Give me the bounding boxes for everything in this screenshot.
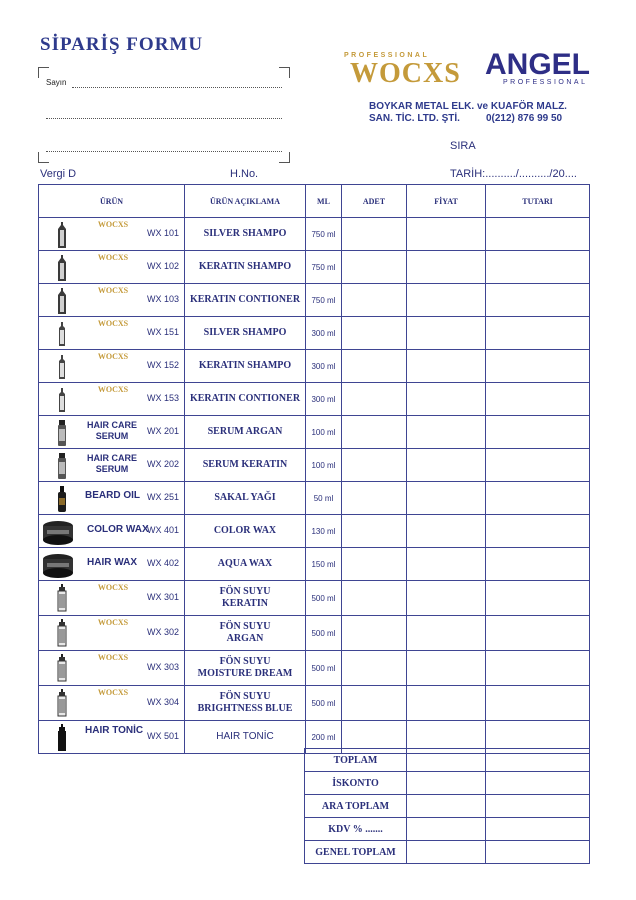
quantity-cell[interactable] <box>342 350 407 383</box>
product-bottle-icon <box>55 584 65 610</box>
product-brand-text: HAIR CARE SERUM <box>87 420 138 441</box>
product-code: WX 303 <box>147 662 180 672</box>
price-cell[interactable] <box>407 581 486 616</box>
totals-label: TOPLAM <box>305 749 407 772</box>
corner-mark <box>279 67 290 78</box>
product-bottle-icon <box>55 353 65 379</box>
product-cell <box>39 548 185 581</box>
totals-price-cell[interactable] <box>407 749 486 772</box>
totals-label: ARA TOPLAM <box>305 795 407 818</box>
product-bottle-icon <box>41 518 51 544</box>
product-logo-text: WOCXS <box>97 286 129 295</box>
product-description: AQUA WAX <box>185 548 306 581</box>
column-header: FİYAT <box>407 185 486 218</box>
table-row <box>39 218 590 251</box>
totals-label: KDV % ....... <box>305 818 407 841</box>
quantity-cell[interactable] <box>342 651 407 686</box>
product-wocxs-logo <box>91 385 135 402</box>
product-volume: 100 ml <box>306 416 342 449</box>
price-cell[interactable] <box>407 482 486 515</box>
amount-cell[interactable] <box>486 284 590 317</box>
corner-mark <box>38 152 49 163</box>
quantity-cell[interactable] <box>342 482 407 515</box>
price-cell[interactable] <box>407 651 486 686</box>
product-bottle-icon <box>55 320 65 346</box>
address-box[interactable] <box>38 67 290 163</box>
product-code: WX 102 <box>147 261 180 271</box>
column-header: ADET <box>342 185 407 218</box>
product-bottle-icon <box>41 551 51 577</box>
product-cell <box>39 616 185 651</box>
totals-price-cell[interactable] <box>407 818 486 841</box>
table-row <box>39 350 590 383</box>
product-brand-text: COLOR WAX <box>87 524 149 535</box>
table-row <box>39 317 590 350</box>
table-row <box>39 482 590 515</box>
quantity-cell[interactable] <box>342 616 407 651</box>
quantity-cell[interactable] <box>342 449 407 482</box>
table-row <box>39 383 590 416</box>
product-cell <box>39 651 185 686</box>
product-cell <box>39 482 185 515</box>
product-cell <box>39 721 185 754</box>
amount-cell[interactable] <box>486 581 590 616</box>
product-volume: 200 ml <box>306 721 342 754</box>
price-cell[interactable] <box>407 548 486 581</box>
table-row <box>39 548 590 581</box>
product-logo-text: WOCXS <box>97 618 129 627</box>
column-header: ÜRÜN AÇIKLAMA <box>185 185 306 218</box>
corner-mark <box>38 67 49 78</box>
product-volume: 750 ml <box>306 251 342 284</box>
product-description: KERATIN CONTIONER <box>185 284 306 317</box>
product-code: WX 402 <box>147 558 180 568</box>
product-wocxs-logo <box>91 688 135 705</box>
quantity-cell[interactable] <box>342 686 407 721</box>
angel-logo-text: ANGEL <box>485 48 590 81</box>
amount-cell[interactable] <box>486 686 590 721</box>
table-row <box>39 449 590 482</box>
product-code: WX 501 <box>147 731 180 741</box>
product-description: KERATIN SHAMPO <box>185 350 306 383</box>
quantity-cell[interactable] <box>342 548 407 581</box>
totals-row <box>305 772 590 795</box>
wocxs-logo-text: WOCXS <box>350 58 461 89</box>
totals-row <box>305 818 590 841</box>
product-bottle-icon <box>55 485 65 511</box>
price-cell[interactable] <box>407 686 486 721</box>
product-description: COLOR WAX <box>185 515 306 548</box>
product-bottle-icon <box>55 619 65 645</box>
totals-label: İSKONTO <box>305 772 407 795</box>
price-cell[interactable] <box>407 515 486 548</box>
product-cell <box>39 218 185 251</box>
product-logo-text: WOCXS <box>97 583 129 592</box>
product-logo-text: WOCXS <box>97 688 129 697</box>
angel-logo-tag: PROFESSIONAL <box>503 79 588 86</box>
product-volume: 300 ml <box>306 383 342 416</box>
product-brand-text: HAIR CARE SERUM <box>87 453 138 474</box>
product-code: WX 304 <box>147 697 180 707</box>
table-row <box>39 251 590 284</box>
product-volume: 500 ml <box>306 581 342 616</box>
totals-row <box>305 749 590 772</box>
product-cell <box>39 350 185 383</box>
tarih-label: TARİH:........../........../20.... <box>450 168 577 180</box>
product-code: WX 251 <box>147 492 180 502</box>
product-wocxs-logo <box>91 653 135 670</box>
price-cell[interactable] <box>407 616 486 651</box>
quantity-cell[interactable] <box>342 284 407 317</box>
product-description: FÖN SUYU MOISTURE DREAM <box>185 651 306 686</box>
product-volume: 750 ml <box>306 284 342 317</box>
product-wocxs-logo <box>91 583 135 600</box>
product-code: WX 152 <box>147 360 180 370</box>
product-logo-text: WOCXS <box>97 352 129 361</box>
product-wocxs-logo <box>91 253 135 270</box>
amount-cell[interactable] <box>486 616 590 651</box>
product-bottle-icon <box>55 724 65 750</box>
corner-mark <box>279 152 290 163</box>
product-code: WX 202 <box>147 459 180 469</box>
product-cell <box>39 251 185 284</box>
address-line <box>46 151 282 152</box>
amount-cell[interactable] <box>486 416 590 449</box>
product-volume: 500 ml <box>306 651 342 686</box>
amount-cell[interactable] <box>486 651 590 686</box>
product-volume: 150 ml <box>306 548 342 581</box>
price-cell[interactable] <box>407 416 486 449</box>
product-volume: 130 ml <box>306 515 342 548</box>
product-volume: 300 ml <box>306 350 342 383</box>
product-brand-text: HAIR TONİC <box>85 725 144 736</box>
product-code: WX 401 <box>147 525 180 535</box>
price-cell[interactable] <box>407 383 486 416</box>
product-bottle-icon <box>55 386 65 412</box>
product-description: SERUM ARGAN <box>185 416 306 449</box>
price-cell[interactable] <box>407 317 486 350</box>
company-info <box>369 101 567 125</box>
product-description: HAIR TONİC <box>185 721 306 754</box>
totals-amount-cell[interactable] <box>486 749 590 772</box>
quantity-cell[interactable] <box>342 317 407 350</box>
quantity-cell[interactable] <box>342 581 407 616</box>
table-row <box>39 616 590 651</box>
product-logo-text: WOCXS <box>97 653 129 662</box>
product-description: SAKAL YAĞI <box>185 482 306 515</box>
totals-amount-cell[interactable] <box>486 772 590 795</box>
price-cell[interactable] <box>407 350 486 383</box>
company-phone: 0(212) 876 99 50 <box>485 113 563 124</box>
totals-amount-cell[interactable] <box>486 818 590 841</box>
angel-logo <box>485 48 603 92</box>
amount-cell[interactable] <box>486 548 590 581</box>
totals-price-cell[interactable] <box>407 795 486 818</box>
sira-label: SIRA <box>450 140 476 152</box>
table-row <box>39 686 590 721</box>
quantity-cell[interactable] <box>342 416 407 449</box>
totals-amount-cell[interactable] <box>486 841 590 864</box>
product-wocxs-logo <box>91 220 135 237</box>
product-description: KERATIN SHAMPO <box>185 251 306 284</box>
product-cell <box>39 317 185 350</box>
page-title: SİPARİŞ FORMU <box>40 34 204 55</box>
amount-cell[interactable] <box>486 383 590 416</box>
product-code: WX 101 <box>147 228 180 238</box>
price-cell[interactable] <box>407 251 486 284</box>
vergi-label: Vergi D <box>40 168 77 180</box>
product-cell <box>39 416 185 449</box>
column-header: TUTARI <box>486 185 590 218</box>
product-code: WX 151 <box>147 327 180 337</box>
product-description: FÖN SUYU BRIGHTNESS BLUE <box>185 686 306 721</box>
product-brand-text: HAIR WAX <box>87 557 137 568</box>
product-logo-text: WOCXS <box>97 220 129 229</box>
wocxs-logo-tag: PROFESSIONAL <box>344 52 430 59</box>
product-description: FÖN SUYU KERATIN <box>185 581 306 616</box>
product-volume: 500 ml <box>306 686 342 721</box>
amount-cell[interactable] <box>486 218 590 251</box>
product-cell <box>39 581 185 616</box>
product-cell <box>39 284 185 317</box>
product-code: WX 153 <box>147 393 180 403</box>
company-line-2: SAN. TİC. LTD. ŞTİ. <box>369 113 460 124</box>
company-line-1: BOYKAR METAL ELK. ve KUAFÖR MALZ. <box>369 101 567 112</box>
price-cell[interactable] <box>407 218 486 251</box>
product-brand-text: BEARD OIL <box>85 490 140 501</box>
product-description: FÖN SUYU ARGAN <box>185 616 306 651</box>
product-bottle-icon <box>55 254 65 280</box>
table-header-row <box>39 185 590 218</box>
order-table <box>38 184 590 754</box>
product-wocxs-logo <box>91 618 135 635</box>
amount-cell[interactable] <box>486 317 590 350</box>
product-bottle-icon <box>55 287 65 313</box>
amount-cell[interactable] <box>486 449 590 482</box>
product-volume: 300 ml <box>306 317 342 350</box>
amount-cell[interactable] <box>486 251 590 284</box>
product-cell <box>39 449 185 482</box>
product-description: SILVER SHAMPO <box>185 218 306 251</box>
product-cell <box>39 515 185 548</box>
table-row <box>39 416 590 449</box>
price-cell[interactable] <box>407 449 486 482</box>
column-header: ÜRÜN <box>39 185 185 218</box>
totals-table <box>304 748 590 864</box>
product-wocxs-logo <box>91 286 135 303</box>
totals-row <box>305 795 590 818</box>
totals-amount-cell[interactable] <box>486 795 590 818</box>
amount-cell[interactable] <box>486 482 590 515</box>
product-logo-text: WOCXS <box>97 385 129 394</box>
product-bottle-icon <box>55 221 65 247</box>
product-volume: 50 ml <box>306 482 342 515</box>
quantity-cell[interactable] <box>342 383 407 416</box>
quantity-cell[interactable] <box>342 515 407 548</box>
product-code: WX 103 <box>147 294 180 304</box>
product-description: SERUM KERATIN <box>185 449 306 482</box>
product-code: WX 301 <box>147 592 180 602</box>
table-row <box>39 515 590 548</box>
product-bottle-icon <box>55 419 65 445</box>
price-cell[interactable] <box>407 284 486 317</box>
address-line <box>72 87 282 88</box>
address-line <box>46 118 282 119</box>
wocxs-logo <box>340 52 468 92</box>
amount-cell[interactable] <box>486 350 590 383</box>
product-bottle-icon <box>55 654 65 680</box>
totals-label: GENEL TOPLAM <box>305 841 407 864</box>
product-volume: 500 ml <box>306 616 342 651</box>
totals-price-cell[interactable] <box>407 841 486 864</box>
table-row <box>39 581 590 616</box>
sayin-label: Sayın <box>46 78 67 87</box>
product-cell <box>39 686 185 721</box>
quantity-cell[interactable] <box>342 218 407 251</box>
table-row <box>39 284 590 317</box>
totals-price-cell[interactable] <box>407 772 486 795</box>
hno-label: H.No. <box>230 168 259 180</box>
product-volume: 100 ml <box>306 449 342 482</box>
quantity-cell[interactable] <box>342 251 407 284</box>
product-bottle-icon <box>55 452 65 478</box>
product-wocxs-logo <box>91 319 135 336</box>
product-description: SILVER SHAMPO <box>185 317 306 350</box>
totals-row <box>305 841 590 864</box>
product-code: WX 201 <box>147 426 180 436</box>
product-bottle-icon <box>55 689 65 715</box>
product-cell <box>39 383 185 416</box>
product-logo-text: WOCXS <box>97 253 129 262</box>
product-logo-text: WOCXS <box>97 319 129 328</box>
product-code: WX 302 <box>147 627 180 637</box>
amount-cell[interactable] <box>486 515 590 548</box>
column-header: ML <box>306 185 342 218</box>
product-wocxs-logo <box>91 352 135 369</box>
product-volume: 750 ml <box>306 218 342 251</box>
product-description: KERATIN CONTIONER <box>185 383 306 416</box>
table-row <box>39 651 590 686</box>
